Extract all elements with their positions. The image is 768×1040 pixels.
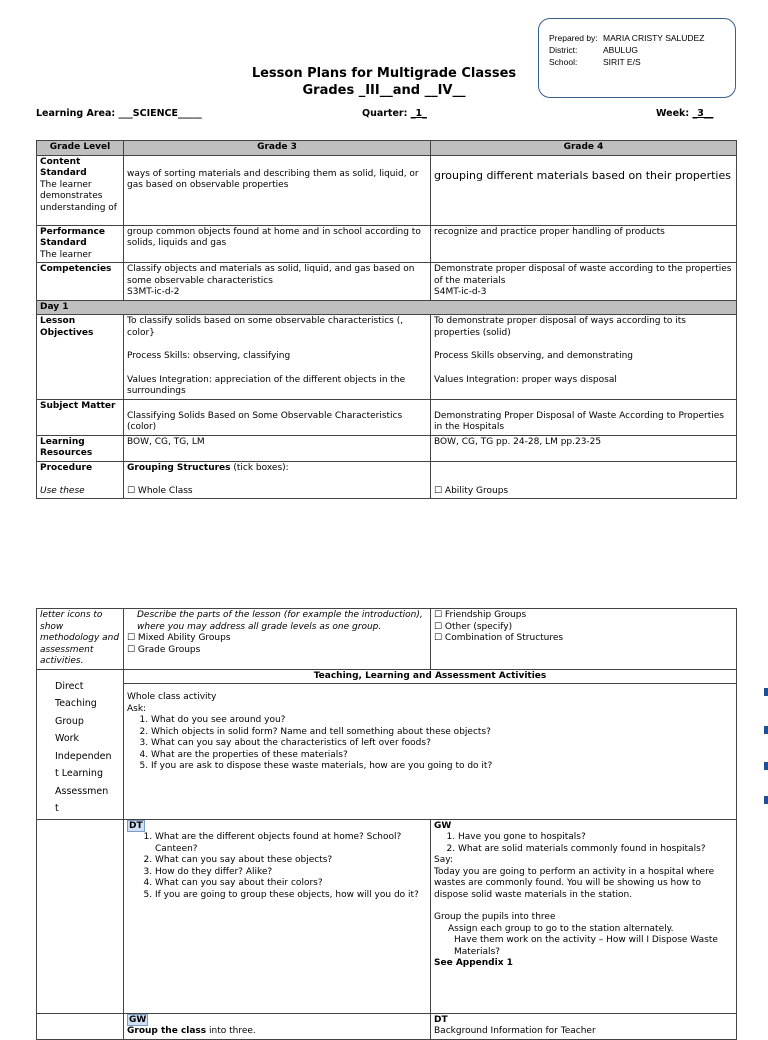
grade3-activity-cell: [124, 819, 431, 1013]
content-g4: grouping different materials based on their properties: [434, 168, 731, 182]
objectives-label: Lesson Objectives: [37, 315, 124, 400]
grouping-rest: (tick boxes):: [230, 462, 289, 473]
describe-text: Describe the parts of the lesson (for example the introduction), where you may address all grade levels as one group.: [137, 610, 423, 632]
performance-g4: recognize and practice proper handling of products: [431, 225, 737, 263]
procedure-cell: [37, 461, 124, 499]
gw-tag: GW: [434, 820, 452, 831]
week-value: _3__: [692, 108, 714, 119]
lesson-plan-table-bottom: [36, 608, 737, 1040]
resources-row: [37, 435, 737, 461]
quarter-value: _1_: [410, 108, 427, 119]
content-standard-cell: [37, 155, 124, 225]
content-standard-label: Content Standard: [40, 156, 87, 178]
grades-title: Grades _III__and __IV__: [302, 83, 466, 98]
activities-row: [37, 819, 737, 1013]
competencies-g4: Demonstrate proper disposal of waste according to the properties of the materials: [434, 264, 732, 286]
performance-sub: The learner: [40, 249, 92, 260]
subject-g4: Demonstrating Proper Disposal of Waste According to Properties in the Hospitals: [434, 410, 724, 432]
tla-header: Teaching, Learning and Assessment Activities: [124, 670, 736, 685]
resources-g4: BOW, CG, TG pp. 24-28, LM pp.23-25: [431, 435, 737, 461]
resources-g3: BOW, CG, TG, LM: [124, 435, 431, 461]
say-label: Say:: [434, 855, 453, 865]
legend-group: Group: [55, 715, 84, 727]
week-label: Week:: [656, 108, 690, 119]
margin-marker: [764, 762, 768, 770]
grade3-next-cell: [124, 1013, 431, 1039]
objective-g3-2: Process Skills: observing, classifying: [127, 351, 291, 361]
methodology-legend: [37, 669, 124, 819]
say-text: Today you are going to perform an activity in a hospital where wastes are commonly found. You will be showing us how to dispose solid waste materials in the station.: [434, 866, 715, 900]
quarter: [362, 108, 427, 119]
background-info: Background Information for Teacher: [434, 1026, 596, 1036]
district-label: District:: [549, 45, 578, 55]
grade4-activity-cell: [431, 819, 737, 1013]
whole-class-questions: [127, 715, 733, 773]
day-label: Day 1: [37, 300, 737, 315]
legend-t-learning: t Learning: [55, 768, 103, 779]
tla-row: [37, 669, 737, 819]
legend-direct: Direct: [55, 680, 84, 692]
procedure-row: [37, 461, 737, 499]
group-class-rest: into three.: [206, 1026, 256, 1036]
legend-assessmen: Assessmen: [55, 785, 109, 797]
subject-g4-cell: [431, 399, 737, 435]
week: [656, 108, 713, 119]
grouping-label: Grouping Structures: [127, 462, 231, 473]
gw-tag-2: GW: [129, 1014, 147, 1025]
whole-class-checkbox[interactable]: ☐ Whole Class: [127, 485, 193, 496]
learning-area-label: Learning Area:: [36, 108, 116, 119]
activities-blank: [37, 819, 124, 1013]
legend-t: t: [55, 803, 59, 814]
objective-g4-2: Process Skills observing, and demonstrating: [434, 351, 633, 361]
objective-g4-3: Values Integration: proper ways disposal: [434, 374, 617, 385]
competencies-g4-cell: [431, 263, 737, 301]
group-class-label: Group the class: [127, 1026, 207, 1036]
gw-question-1: 1. Have you gone to hospitals?: [458, 832, 733, 844]
appendix-ref: See Appendix 1: [434, 958, 513, 968]
dt-question-1: 1. What are the different objects found at home? School? Canteen?: [155, 832, 427, 855]
combination-checkbox[interactable]: ☐ Combination of Structures: [434, 633, 564, 643]
grouping-cell: [124, 461, 431, 499]
document-title: Lesson Plans for Multigrade Classes: [251, 66, 517, 81]
prepared-by-row: [549, 33, 704, 43]
competencies-row: [37, 263, 737, 301]
grouping-continued-row: [37, 609, 737, 670]
legend-teaching: Teaching: [55, 698, 97, 709]
content-standard-sub: The learner demonstrates understanding of: [40, 179, 117, 213]
dt-question-5: 5. If you are going to group these objects, how will you do it?: [155, 890, 427, 902]
content-standard-row: [37, 155, 737, 225]
objectives-g4-cell: [431, 315, 737, 400]
options-cell: [431, 609, 737, 670]
gw-question-2: 2. What are solid materials commonly found in hospitals?: [458, 844, 733, 856]
question-2: 2. Which objects in solid form? Name and tell something about these objects?: [151, 727, 733, 739]
content-g3: ways of sorting materials and describing them as solid, liquid, or gas based on observable properties: [127, 168, 419, 190]
performance-cell: [37, 225, 124, 263]
performance-label: Performance Standard: [40, 226, 105, 248]
tla-cell: [124, 669, 737, 819]
left-note: letter icons to show methodology and assessment activities.: [37, 609, 124, 670]
performance-g3: group common objects found at home and in school according to solids, liquids and gas: [124, 225, 431, 263]
competencies-g3-code: S3MT-ic-d-2: [127, 287, 180, 297]
competencies-g3-cell: [124, 263, 431, 301]
header-grade-level: Grade Level: [37, 141, 124, 156]
content-g3-cell: [124, 155, 431, 225]
other-checkbox[interactable]: ☐ Other (specify): [434, 621, 513, 632]
subject-matter-label: Subject Matter: [37, 399, 124, 435]
objectives-row: [37, 315, 737, 400]
subject-matter-row: [37, 399, 737, 435]
resources-label: Learning Resources: [37, 435, 124, 461]
district-row: [549, 45, 638, 55]
day-row: [37, 300, 737, 315]
group-pupils: Group the pupils into three: [434, 912, 556, 922]
objectives-g3-cell: [124, 315, 431, 400]
district-value: ABULUG: [603, 45, 638, 55]
procedure-label: Procedure: [40, 462, 93, 473]
subject-g3: Classifying Solids Based on Some Observable Characteristics (color): [127, 410, 403, 432]
have-them-text: Have them work on the activity – How will I Dispose Waste Materials?: [454, 935, 718, 957]
next-activities-row: [37, 1013, 737, 1039]
describe-cell: [124, 609, 431, 670]
header-grade4: Grade 4: [431, 141, 737, 156]
objective-g4-1: To demonstrate proper disposal of ways according to its properties (solid): [434, 316, 686, 338]
learning-area: [36, 108, 202, 119]
legend-work: Work: [55, 733, 80, 744]
whole-class-block: [124, 684, 736, 773]
ask-label: Ask:: [127, 703, 147, 714]
procedure-use: Use these: [40, 485, 85, 496]
whole-class-activity: Whole class activity: [127, 692, 217, 702]
performance-standard-row: [37, 225, 737, 263]
prepared-by-label: Prepared by:: [549, 33, 598, 43]
quarter-label: Quarter:: [362, 108, 408, 119]
assign-text: Assign each group to go to the station alternately.: [448, 923, 674, 934]
ability-cell: [431, 461, 737, 499]
margin-marker: [764, 726, 768, 734]
legend-independen: Independen: [55, 750, 112, 762]
question-1: 1. What do you see around you?: [151, 715, 733, 727]
objective-g3-1: To classify solids based on some observable characteristics (, color}: [127, 316, 404, 338]
grade4-next-cell: [431, 1013, 737, 1039]
content-g4-cell: [431, 155, 737, 225]
competencies-label: Competencies: [37, 263, 124, 301]
margin-marker: [764, 796, 768, 804]
gw-questions: [434, 832, 733, 855]
learning-area-value: ___SCIENCE_____: [118, 108, 202, 119]
competencies-g3: Classify objects and materials as solid, liquid, and gas based on some observable characteristics: [127, 264, 415, 286]
ability-groups-checkbox[interactable]: ☐ Ability Groups: [434, 485, 509, 496]
next-blank: [37, 1013, 124, 1039]
mixed-ability-checkbox[interactable]: ☐ Mixed Ability Groups: [127, 633, 231, 643]
school-value: SIRIT E/S: [603, 57, 641, 67]
dt-question-4: 4. What can you say about their colors?: [155, 878, 427, 890]
grade-groups-checkbox[interactable]: ☐ Grade Groups: [127, 644, 201, 655]
dt-questions: [127, 832, 427, 901]
question-5: 5. If you are ask to dispose these waste materials, how are you going to do it?: [151, 761, 733, 773]
objective-g3-3: Values Integration: appreciation of the different objects in the surroundings: [127, 374, 406, 396]
dt-tag: DT: [129, 820, 143, 831]
header-row: [37, 141, 737, 156]
competencies-g4-code: S4MT-ic-d-3: [434, 287, 487, 297]
question-4: 4. What are the properties of these materials?: [151, 750, 733, 762]
friendship-checkbox[interactable]: ☐ Friendship Groups: [434, 610, 527, 620]
header-grade3: Grade 3: [124, 141, 431, 156]
dt-tag-2: DT: [434, 1014, 448, 1025]
question-3: 3. What can you say about the characteristics of left over foods?: [151, 738, 733, 750]
margin-marker: [764, 688, 768, 696]
dt-question-3: 3. How do they differ? Alike?: [155, 867, 427, 879]
subject-g3-cell: [124, 399, 431, 435]
prepared-by-value: MARIA CRISTY SALUDEZ: [603, 33, 705, 43]
dt-question-2: 2. What can you say about these objects?: [155, 855, 427, 867]
lesson-plan-table-top: [36, 140, 737, 499]
school-label: School:: [549, 57, 578, 67]
